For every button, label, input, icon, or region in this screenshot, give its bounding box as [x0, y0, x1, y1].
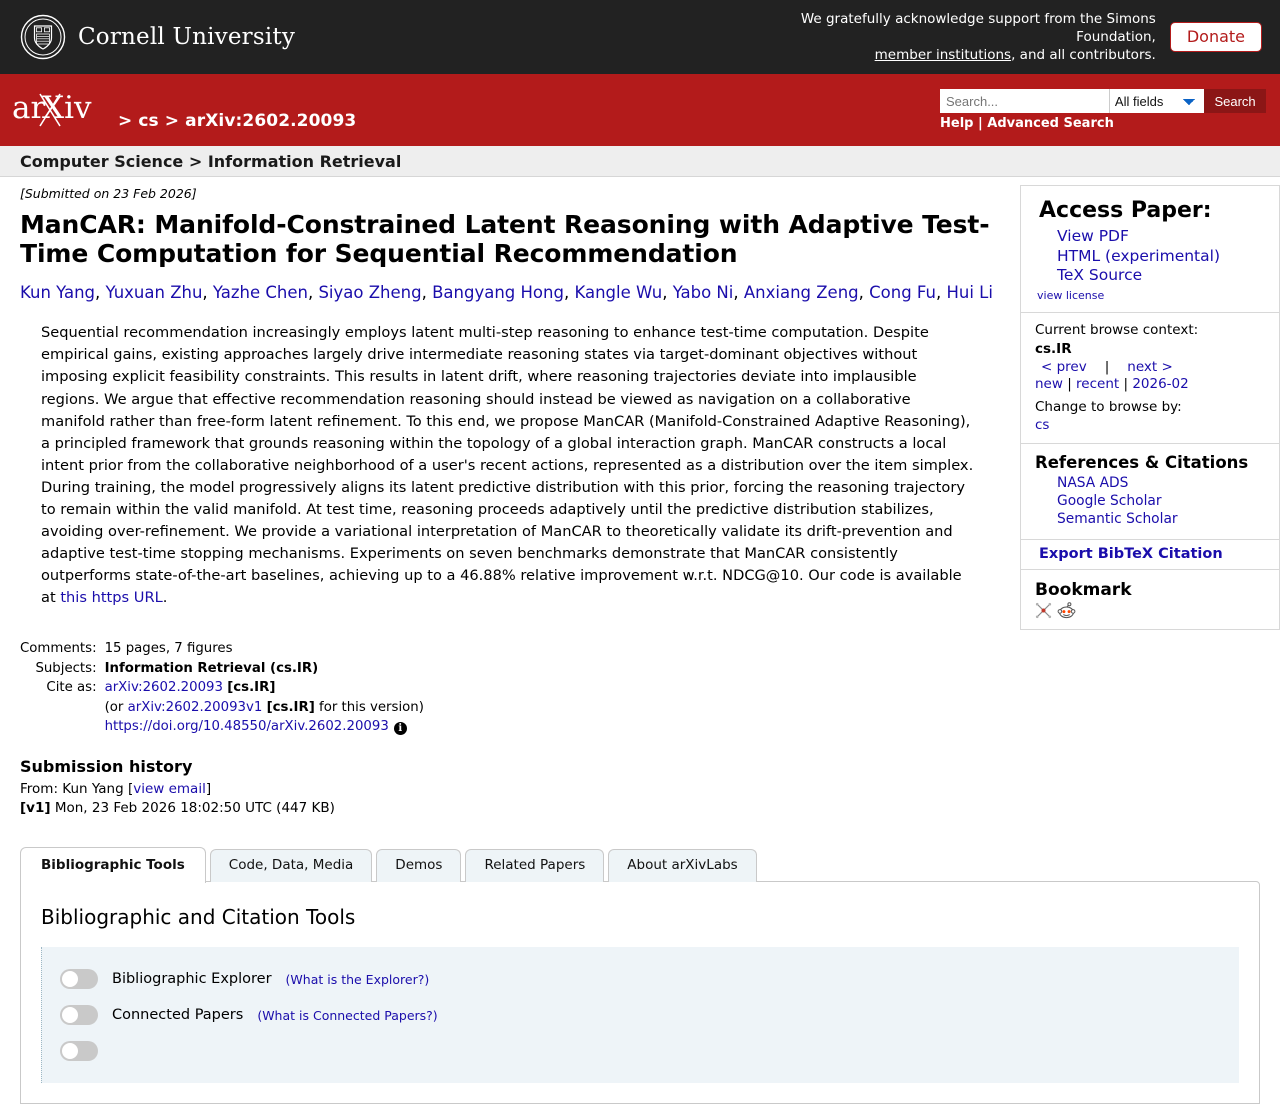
- browse-quicklinks: new | recent | 2026-02: [1035, 375, 1189, 392]
- view-email-link[interactable]: view email: [133, 780, 206, 797]
- author-separator: ,: [662, 283, 673, 302]
- toggle-knob: [62, 1007, 78, 1023]
- abstract-code-link[interactable]: this https URL: [60, 589, 163, 607]
- change-browse-label: Change to browse by:: [1035, 398, 1182, 415]
- sidebar: [1020, 177, 1280, 630]
- bookmark-heading: Bookmark: [1035, 579, 1132, 600]
- donate-button[interactable]: Donate: [1170, 22, 1262, 53]
- arxiv-id-breadcrumb[interactable]: > cs > arXiv:2602.20093: [118, 110, 357, 131]
- third-tool-toggle[interactable]: [60, 1041, 98, 1061]
- search-row: [940, 89, 1266, 113]
- search-block: [940, 89, 1266, 131]
- subject-breadcrumb: Computer Science > Information Retrieval: [0, 146, 1280, 177]
- browse-context-value: cs.IR: [1035, 340, 1072, 357]
- toggle-knob: [62, 971, 78, 987]
- arxiv-logo-group[interactable]: [12, 88, 356, 133]
- references-citations-heading: References & Citations: [1035, 453, 1249, 473]
- connected-papers-toggle[interactable]: [60, 1005, 98, 1025]
- bibliographic-toggle-list: [41, 947, 1239, 1083]
- from-suffix: ]: [205, 780, 212, 797]
- cite-version-category: [cs.IR]: [266, 699, 315, 715]
- list-item: [42, 1033, 1239, 1069]
- search-field-select[interactable]: [1109, 89, 1204, 113]
- connected-papers-help-link[interactable]: (What is Connected Papers?): [257, 1007, 438, 1023]
- list-item: [42, 997, 1239, 1033]
- view-pdf-link[interactable]: View PDF: [1057, 227, 1129, 245]
- arxivlabs-section: [0, 846, 1280, 1104]
- ack-line-2: , and all contributors.: [1011, 47, 1156, 64]
- author-separator: ,: [858, 283, 870, 302]
- bibsonomy-icon[interactable]: [1035, 602, 1052, 619]
- connected-papers-label: Connected Papers: [112, 1007, 244, 1024]
- cite-version-prefix: (or: [104, 699, 128, 715]
- cite-arxiv-id-link[interactable]: arXiv:2602.20093: [104, 680, 223, 696]
- cite-version-row: [105, 698, 424, 718]
- cornell-brand[interactable]: [20, 14, 295, 60]
- submitted-dateline: [Submitted on 23 Feb 2026]: [20, 186, 197, 201]
- author-link[interactable]: Siyao Zheng: [318, 283, 422, 302]
- search-input[interactable]: [940, 89, 1109, 113]
- recent-link[interactable]: recent: [1076, 375, 1120, 392]
- table-row: [20, 659, 424, 679]
- cite-as-label: Cite as:: [46, 680, 97, 696]
- arxiv-banner: [0, 74, 1280, 146]
- table-row: [20, 678, 424, 737]
- cornell-university-label: Cornell University: [78, 24, 296, 50]
- cite-version-link[interactable]: arXiv:2602.20093v1: [127, 699, 263, 715]
- access-paper-box: [1020, 185, 1280, 313]
- nasa-ads-link[interactable]: NASA ADS: [1057, 475, 1129, 492]
- export-bibtex-link[interactable]: Export BibTeX Citation: [1039, 545, 1223, 562]
- cornell-header-right: [736, 10, 1262, 65]
- cornell-seal-icon: [20, 14, 66, 60]
- author-link[interactable]: Yuxuan Zhu: [105, 283, 203, 302]
- ack-line-1: We gratefully acknowledge support from the Simons Foundation,: [800, 10, 1156, 45]
- table-row: [20, 639, 424, 659]
- tab-code-data-media[interactable]: Code, Data, Media: [210, 849, 373, 882]
- author-separator: ,: [202, 283, 213, 302]
- search-help-links: [940, 116, 1114, 131]
- svg-text:Xiv: Xiv: [42, 89, 92, 126]
- author-link[interactable]: Anxiang Zeng: [743, 283, 859, 302]
- comments-label: Comments:: [20, 641, 97, 657]
- author-separator: ,: [563, 283, 575, 302]
- bookmark-icon-row: [1035, 602, 1265, 619]
- abstract-body: Sequential recommendation increasingly employs latent multi-step reasoning to enhance test-time computation. Despite empirical gains, existing approaches largely drive intermediate reasoning states via target-dominant objectives without imposing explicit feasibility constraints. This results in latent drift, where reasoning trajectories deviate into implausible regions. We argue that effective recommendation reasoning should instead be viewed as navigation on a collaborative manifold rather than free-form latent refinement. To this end, we propose ManCAR (Manifold-Constrained Adaptive Reasoning), a principled framework that grounds reasoning within the topology of a global interaction graph. ManCAR constructs a local intent prior from the collaborative neighborhood of a user's recent actions, represented as a distribution over the item simplex. During training, the model progressively aligns its latent predictive distribution with this prior, forcing the reasoning trajectory to remain within the valid manifold. At test time, reasoning proceeds adaptively until the predictive distribution stabilizes, avoiding over-refinement. We provide a variational interpretation of ManCAR to theoretically validate its drift-prevention and adaptive test-time stopping mechanisms. Experiments on seven benchmarks demonstrate that ManCAR consistently outperforms state-of-the-art baselines, achieving up to a 46.88% relative improvement w.r.t. NDCG@10. Our code is available at: [41, 324, 974, 607]
- prev-next-row: [1035, 359, 1265, 375]
- bibliographic-explorer-toggle[interactable]: [60, 969, 98, 989]
- author-separator: ,: [95, 283, 106, 302]
- labs-tab-strip: [20, 846, 1260, 882]
- acknowledgement-text: [736, 10, 1156, 65]
- cite-category: [cs.IR]: [227, 680, 276, 696]
- cite-as-value: [105, 678, 424, 737]
- labs-tab-panel: [20, 881, 1260, 1104]
- abstract-text: [41, 322, 979, 609]
- access-paper-heading: Access Paper:: [1039, 198, 1212, 223]
- submission-from-line: [20, 780, 1000, 799]
- doi-info-icon[interactable]: i: [394, 722, 407, 735]
- semantic-scholar-link[interactable]: Semantic Scholar: [1057, 510, 1178, 527]
- help-separator: |: [978, 116, 983, 131]
- next-link[interactable]: next >: [1127, 358, 1173, 375]
- tab-related-papers[interactable]: Related Papers: [465, 849, 604, 882]
- metadata-table: [20, 639, 424, 737]
- svg-text:ar: ar: [12, 89, 46, 126]
- browse-context-box: [1020, 313, 1280, 444]
- submission-version-line: [20, 799, 1000, 818]
- author-link[interactable]: Bangyang Hong: [432, 283, 564, 302]
- doi-link[interactable]: https://doi.org/10.48550/arXiv.2602.20093: [104, 719, 389, 735]
- search-button[interactable]: Search: [1204, 89, 1266, 113]
- subjects-value: Information Retrieval (cs.IR): [104, 660, 319, 676]
- tab-demos[interactable]: Demos: [376, 849, 461, 882]
- browse-context-label: Current browse context:: [1035, 322, 1199, 339]
- panel-heading: Bibliographic and Citation Tools: [41, 905, 356, 930]
- submission-history-heading: Submission history: [20, 756, 193, 776]
- prev-next-separator: |: [1104, 358, 1110, 375]
- arxiv-logo-icon[interactable]: [12, 88, 112, 128]
- change-browse-cs-link[interactable]: cs: [1035, 417, 1050, 434]
- author-separator: ,: [935, 283, 947, 302]
- bookmark-box: [1020, 570, 1280, 630]
- author-link[interactable]: Kangle Wu: [574, 283, 663, 302]
- google-scholar-link[interactable]: Google Scholar: [1057, 493, 1162, 510]
- page-body: [0, 177, 1280, 818]
- author-link[interactable]: Yazhe Chen: [212, 283, 308, 302]
- bibliographic-explorer-help-link[interactable]: (What is the Explorer?): [285, 971, 430, 987]
- author-link[interactable]: Kun Yang: [20, 283, 96, 302]
- author-link[interactable]: Yabo Ni: [672, 283, 734, 302]
- cornell-header-bar: [0, 0, 1280, 74]
- view-license-link[interactable]: view license: [1037, 289, 1105, 303]
- tex-source-link[interactable]: TeX Source: [1057, 266, 1143, 285]
- abstract-period: .: [162, 589, 168, 607]
- cite-version-suffix: for this version): [314, 699, 424, 715]
- author-link[interactable]: Cong Fu: [869, 283, 936, 302]
- references-citations-box: [1020, 444, 1280, 540]
- tab-about-arxivlabs[interactable]: About arXivLabs: [608, 849, 756, 882]
- new-link[interactable]: new: [1035, 375, 1063, 392]
- author-separator: ,: [307, 283, 319, 302]
- reddit-icon[interactable]: [1058, 602, 1075, 619]
- help-link[interactable]: Help: [940, 116, 974, 131]
- main-column: [0, 177, 1020, 818]
- comments-value: 15 pages, 7 figures: [104, 641, 233, 657]
- author-list: [20, 282, 1000, 304]
- version-text: Mon, 23 Feb 2026 18:02:50 UTC (447 KB): [50, 800, 335, 817]
- subjects-label: Subjects:: [35, 660, 97, 676]
- from-prefix: From: Kun Yang [: [20, 780, 134, 797]
- month-archive-link[interactable]: 2026-02: [1132, 375, 1189, 392]
- prev-link[interactable]: < prev: [1041, 358, 1087, 375]
- author-link[interactable]: Hui Li: [946, 283, 993, 302]
- list-item: [42, 961, 1239, 997]
- html-experimental-link[interactable]: HTML (experimental): [1057, 246, 1220, 265]
- version-tag: [v1]: [20, 800, 51, 817]
- member-institutions-link[interactable]: member institutions: [874, 47, 1012, 64]
- author-separator: ,: [733, 283, 744, 302]
- tab-bibliographic-tools[interactable]: Bibliographic Tools: [20, 847, 206, 883]
- export-bibtex-box: [1020, 540, 1280, 570]
- bibliographic-explorer-label: Bibliographic Explorer: [112, 971, 272, 988]
- author-separator: ,: [421, 283, 433, 302]
- toggle-knob: [62, 1043, 78, 1059]
- advanced-search-link[interactable]: Advanced Search: [987, 116, 1114, 131]
- page-title: ManCAR: Manifold-Constrained Latent Reasoning with Adaptive Test-Time Computation for Sequential Recommendation: [20, 210, 990, 268]
- doi-row: [105, 717, 424, 737]
